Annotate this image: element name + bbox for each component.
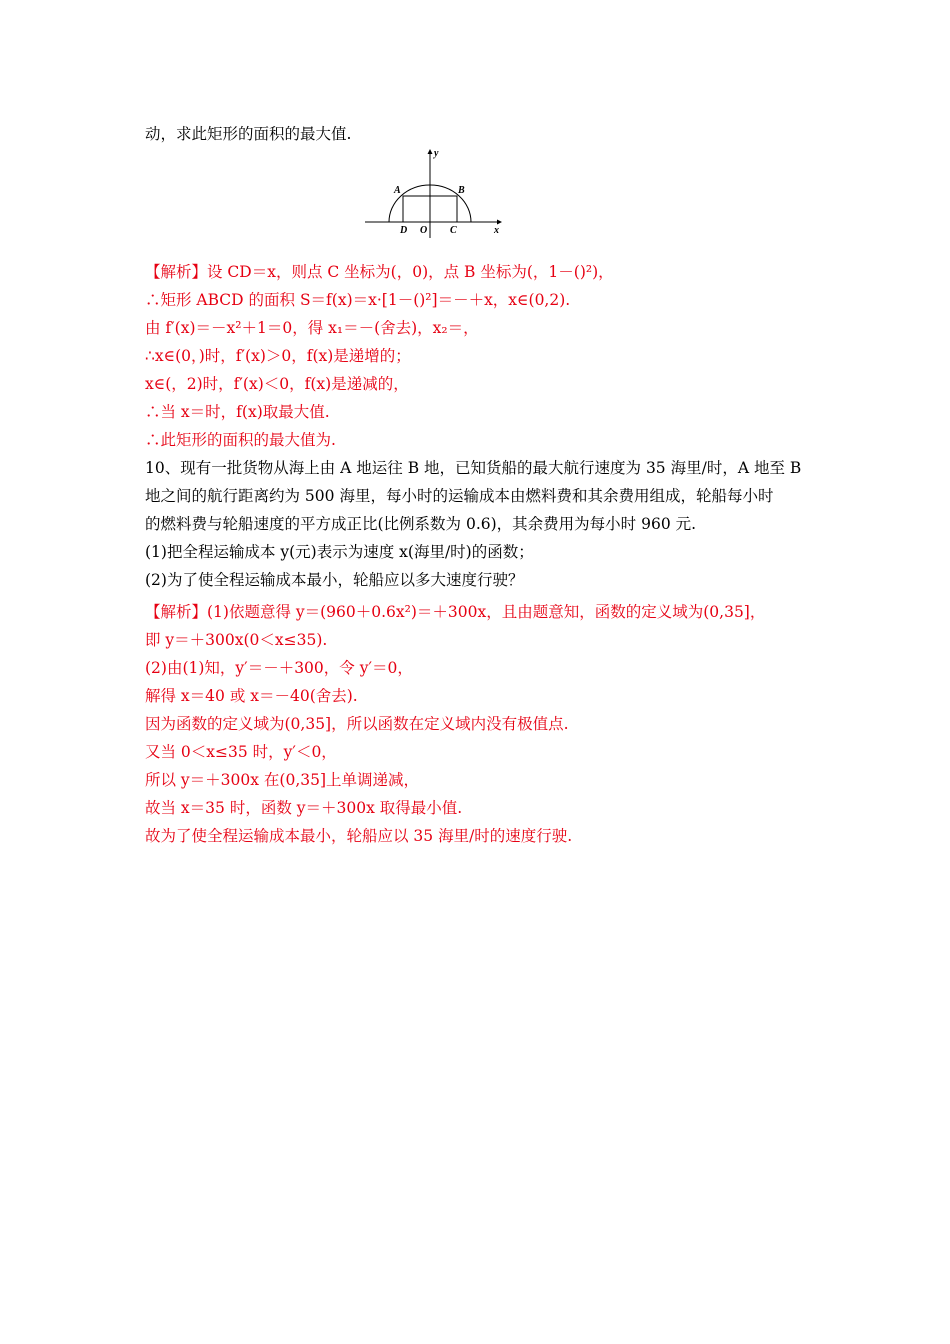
label-a: A: [394, 185, 401, 196]
label-x: x: [494, 225, 499, 236]
label-o: O: [420, 225, 428, 236]
text-line: 故为了使全程运输成本最小，轮船应以 35 海里/时的速度行驶.: [145, 827, 573, 845]
text-line: 由 f′(x)＝－x²＋1＝0，得 x₁＝－(舍去)，x₂＝，: [145, 319, 479, 337]
text-line: 因为函数的定义域为(0,35]，所以函数在定义域内没有极值点.: [145, 715, 569, 733]
text-line: 解得 x＝40 或 x＝－40(舍去).: [145, 687, 358, 705]
semicircle-rectangle-figure: [363, 146, 505, 242]
text-line: ∴x∈(0，)时，f′(x)＞0，f(x)是递增的；: [145, 347, 411, 365]
label-c: C: [450, 225, 457, 236]
x-axis-arrow: [497, 220, 502, 225]
text-line: x∈(，2)时，f′(x)＜0，f(x)是递减的，: [145, 375, 409, 393]
text-line: 的燃料费与轮船速度的平方成正比(比例系数为 0.6)，其余费用为每小时 960 元.: [145, 515, 697, 533]
text-line: (2)为了使全程运输成本最小，轮船应以多大速度行驶？: [145, 571, 524, 589]
text-line: 地之间的航行距离约为 500 海里，每小时的运输成本由燃料费和其余费用组成，轮船每小时: [145, 487, 774, 505]
text-line: 【解析】设 CD＝x，则点 C 坐标为(，0)，点 B 坐标为(，1－()²)，: [145, 263, 614, 281]
text-line: ∴此矩形的面积的最大值为.: [145, 431, 336, 449]
text-line: ∴矩形 ABCD 的面积 S＝f(x)＝x·[1－()²]＝－＋x，x∈(0,2).: [145, 291, 571, 309]
text-line: 10、现有一批货物从海上由 A 地运往 B 地，已知货船的最大航行速度为 35 海里/时，A 地至 B: [145, 459, 802, 477]
text-line: 故当 x＝35 时，函数 y＝＋300x 取得最小值.: [145, 799, 463, 817]
text-line: 动，求此矩形的面积的最大值.: [145, 125, 352, 143]
label-y: y: [434, 148, 439, 159]
text-line: ∴当 x＝时，f(x)取最大值.: [145, 403, 330, 421]
label-b: B: [458, 185, 465, 196]
text-line: (1)把全程运输成本 y(元)表示为速度 x(海里/时)的函数；: [145, 543, 534, 561]
text-line: (2)由(1)知，y′＝－＋300，令 y′＝0，: [145, 659, 413, 677]
text-line: 【解析】(1)依题意得 y＝(960＋0.6x²)＝＋300x，且由题意知，函数的定义域为(0,35]，: [145, 603, 766, 621]
text-line: 所以 y＝＋300x 在(0,35]上单调递减，: [145, 771, 420, 789]
text-line: 又当 0＜x≤35 时，y′＜0，: [145, 743, 337, 761]
text-line: 即 y＝＋300x(0＜x≤35).: [145, 631, 328, 649]
y-axis-arrow: [428, 149, 433, 154]
label-d: D: [400, 225, 408, 236]
